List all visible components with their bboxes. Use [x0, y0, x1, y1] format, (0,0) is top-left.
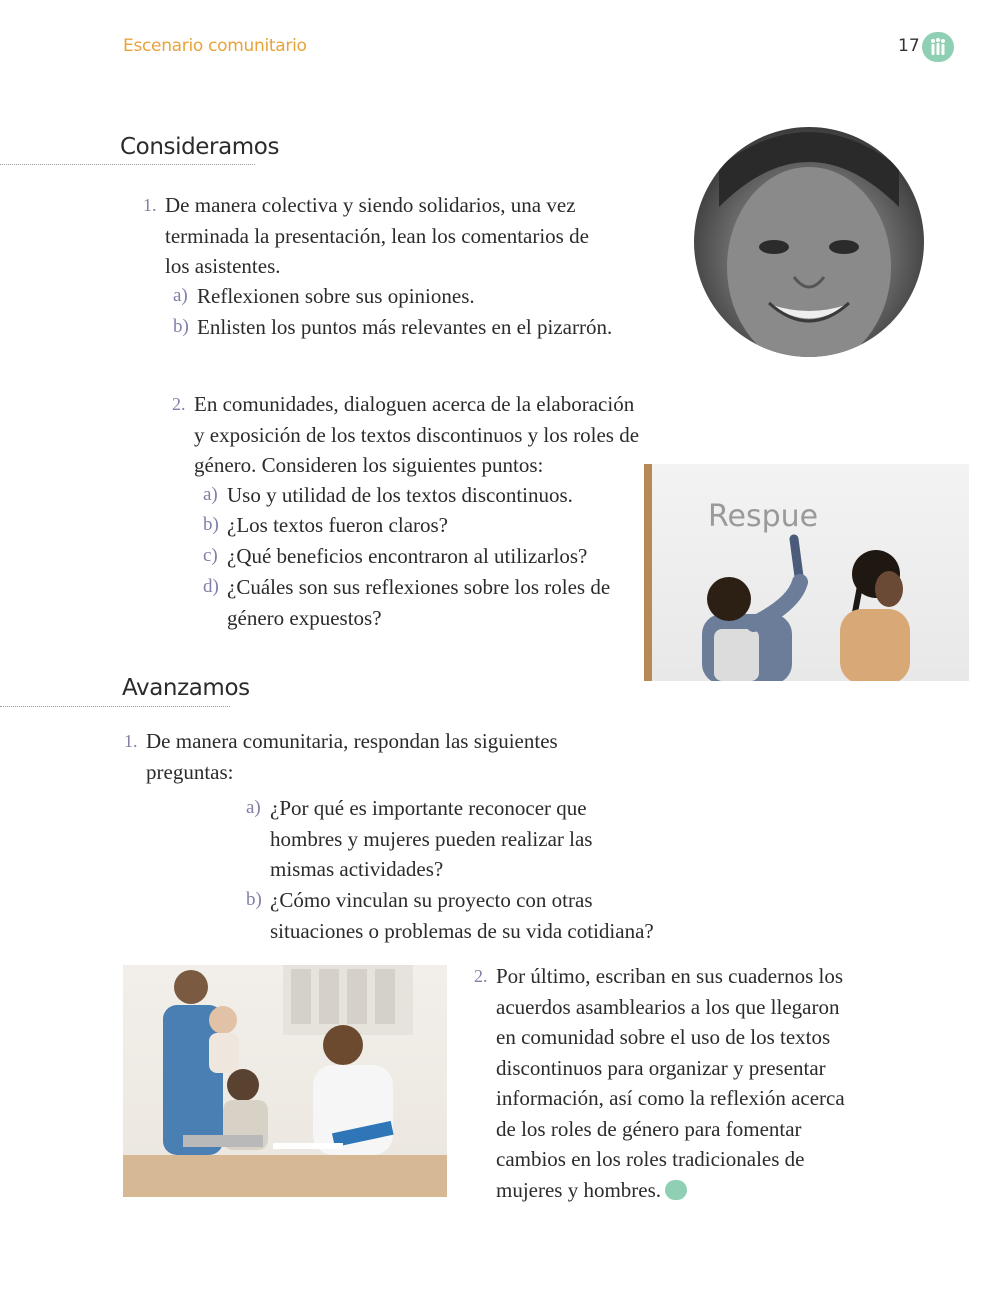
item-line: los asistentes. [165, 254, 281, 278]
sub-line: ¿Cómo vinculan su proyecto con otras [270, 888, 593, 912]
section-label: Escenario comunitario [123, 36, 307, 56]
item-line: género. Consideren los siguientes puntos: [194, 453, 544, 477]
item-line: y exposición de los textos discontinuos y los roles de [194, 422, 640, 447]
whiteboard-children-photo [644, 464, 969, 681]
item-line: discontinuos para organizar y presentar [496, 1055, 826, 1080]
section-divider [0, 164, 255, 165]
item-line: preguntas: [146, 759, 234, 784]
sub-letter: b) [203, 514, 219, 535]
item-number: 2. [172, 394, 186, 414]
item-line: acuerdos asamblearios a los que llegaron [496, 994, 840, 1019]
sub-letter: c) [203, 545, 218, 566]
sub-letter: b) [246, 889, 262, 910]
sub-line: ¿Qué beneficios encontraron al utilizarlos? [227, 544, 588, 568]
item-line: En comunidades, dialoguen acerca de la elaboración [194, 392, 635, 416]
sub-line: situaciones o problemas de su vida cotidiana? [270, 918, 654, 943]
sub-line: hombres y mujeres pueden realizar las [270, 826, 593, 851]
sub-line: Uso y utilidad de los textos discontinuos. [227, 483, 573, 507]
item-line [496, 1175, 845, 1206]
item-line: información, así como la reflexión acerca [496, 1086, 845, 1110]
sub-text: Reflexionen sobre sus opiniones. [197, 284, 475, 308]
sub-letter: b) [173, 316, 189, 337]
sub-line: ¿Cuáles son sus reflexiones sobre los roles de [227, 575, 611, 599]
sub-text: Enlisten los puntos más relevantes en el pizarrón. [197, 315, 613, 339]
item-line: De manera colectiva y siendo solidarios, una vez [165, 193, 576, 217]
family-kitchen-photo [123, 965, 447, 1197]
item-line: terminada la presentación, lean los comentarios de [165, 223, 589, 248]
item-line: de los roles de género para fomentar [496, 1116, 802, 1141]
sub-line: ¿Por qué es importante reconocer que [270, 796, 587, 820]
item-line-text: mujeres y hombres. [496, 1177, 662, 1202]
item-line: De manera comunitaria, respondan las siguientes [146, 729, 558, 753]
community-people-icon [922, 32, 954, 62]
section-divider [0, 706, 230, 707]
section-title-consideramos: Consideramos [120, 134, 280, 160]
sub-line: género expuestos? [227, 605, 382, 630]
sub-line: ¿Los textos fueron claros? [227, 513, 449, 537]
item-number: 1. [143, 195, 157, 215]
child-portrait-photo [694, 127, 924, 357]
item-number: 2. [474, 966, 488, 986]
sub-line: mismas actividades? [270, 857, 444, 881]
page-number: 17 [898, 36, 920, 56]
sub-letter: a) [203, 484, 218, 505]
community-people-icon [665, 1180, 687, 1200]
sub-letter: a) [246, 797, 261, 818]
sub-letter: a) [173, 285, 188, 306]
section-title-avanzamos: Avanzamos [122, 675, 250, 701]
item-line: cambios en los roles tradicionales de [496, 1147, 805, 1171]
sub-letter: d) [203, 576, 219, 597]
item-line: Por último, escriban en sus cuadernos los [496, 964, 844, 988]
whiteboard-text: Respue [708, 499, 819, 534]
item-number: 1. [124, 731, 138, 751]
item-line: en comunidad sobre el uso de los textos [496, 1025, 831, 1049]
